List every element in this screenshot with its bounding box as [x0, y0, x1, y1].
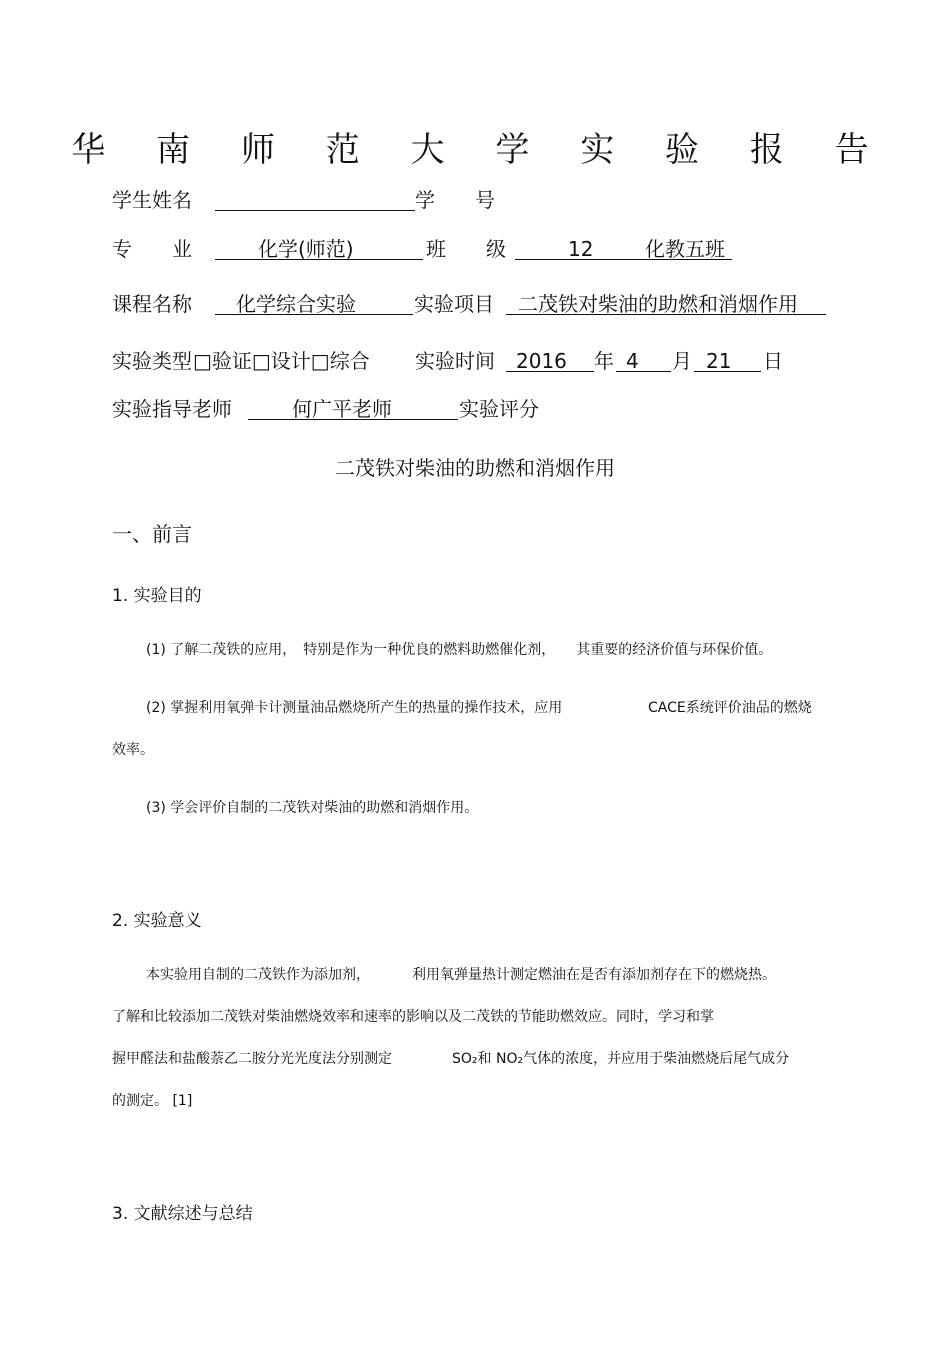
- significance-line-2: 了解和比较添加二茂铁对柴油燃烧效率和速率的影响以及二茂铁的节能助燃效应。同时，学习和掌: [112, 1009, 714, 1025]
- significance-line-3a: 握甲醛法和盐酸萘乙二胺分光光度法分别测定: [112, 1051, 392, 1067]
- significance-line-1a: 本实验用自制的二茂铁作为添加剂，: [146, 967, 370, 983]
- course-label: 课程名称: [112, 292, 192, 316]
- score-label: 实验评分: [459, 397, 539, 421]
- purpose-item-2a: (2) 掌握利用氧弹卡计测量油品燃烧所产生的热量的操作技术，应用: [146, 700, 563, 716]
- student-name-label: 学生姓名: [112, 188, 192, 212]
- purpose-item-2b: CACE系统评价油品的燃烧: [648, 700, 812, 716]
- heading-purpose: 1. 实验目的: [112, 586, 202, 606]
- type-options: □验证□设计□综合: [193, 349, 370, 373]
- significance-line-1b: 利用氧弹量热计测定燃油在是否有添加剂存在下的燃烧热。: [412, 967, 776, 983]
- month-unit: 月: [672, 349, 692, 373]
- course-value: 化学综合实验: [236, 292, 356, 316]
- significance-line-3b: SO₂和 NO₂气体的浓度，并应用于柴油燃烧后尾气成分: [452, 1051, 790, 1067]
- month-line: [616, 371, 671, 372]
- year-unit: 年: [594, 349, 614, 373]
- purpose-item-3: (3) 学会评价自制的二茂铁对柴油的助燃和消烟作用。: [146, 800, 479, 816]
- class-number: 12: [568, 237, 594, 261]
- project-label: 实验项目: [414, 292, 494, 316]
- student-name-line: [215, 210, 415, 211]
- document-subtitle: 二茂铁对柴油的助燃和消烟作用: [335, 456, 615, 480]
- student-id-label: 学 号: [415, 188, 495, 212]
- teacher-label: 实验指导老师: [112, 397, 232, 421]
- significance-line-4: 的测定。 [1]: [112, 1093, 193, 1109]
- class-label: 班 级: [426, 237, 506, 261]
- type-label: 实验类型: [112, 349, 192, 373]
- major-value: 化学(师范): [258, 237, 354, 261]
- report-title: 华 南 师 范 大 学 实 验 报 告: [71, 130, 889, 170]
- heading-significance: 2. 实验意义: [112, 911, 202, 931]
- major-label: 专 业: [112, 237, 192, 261]
- day-unit: 日: [763, 349, 783, 373]
- month-value: 4: [626, 349, 639, 373]
- purpose-item-1: (1) 了解二茂铁的应用， 特别是作为一种优良的燃料助燃催化剂， 其重要的经济价值与环保价值。: [146, 642, 773, 658]
- project-value: 二茂铁对柴油的助燃和消烟作用: [518, 292, 798, 316]
- section-preface: 一、前言: [112, 522, 192, 546]
- time-label: 实验时间: [415, 349, 495, 373]
- day-value: 21: [706, 349, 732, 373]
- year-value: 2016: [516, 349, 567, 373]
- heading-literature: 3. 文献综述与总结: [112, 1204, 253, 1224]
- purpose-item-2c: 效率。: [112, 742, 154, 758]
- teacher-value: 何广平老师: [292, 397, 392, 421]
- class-name: 化教五班: [645, 237, 725, 261]
